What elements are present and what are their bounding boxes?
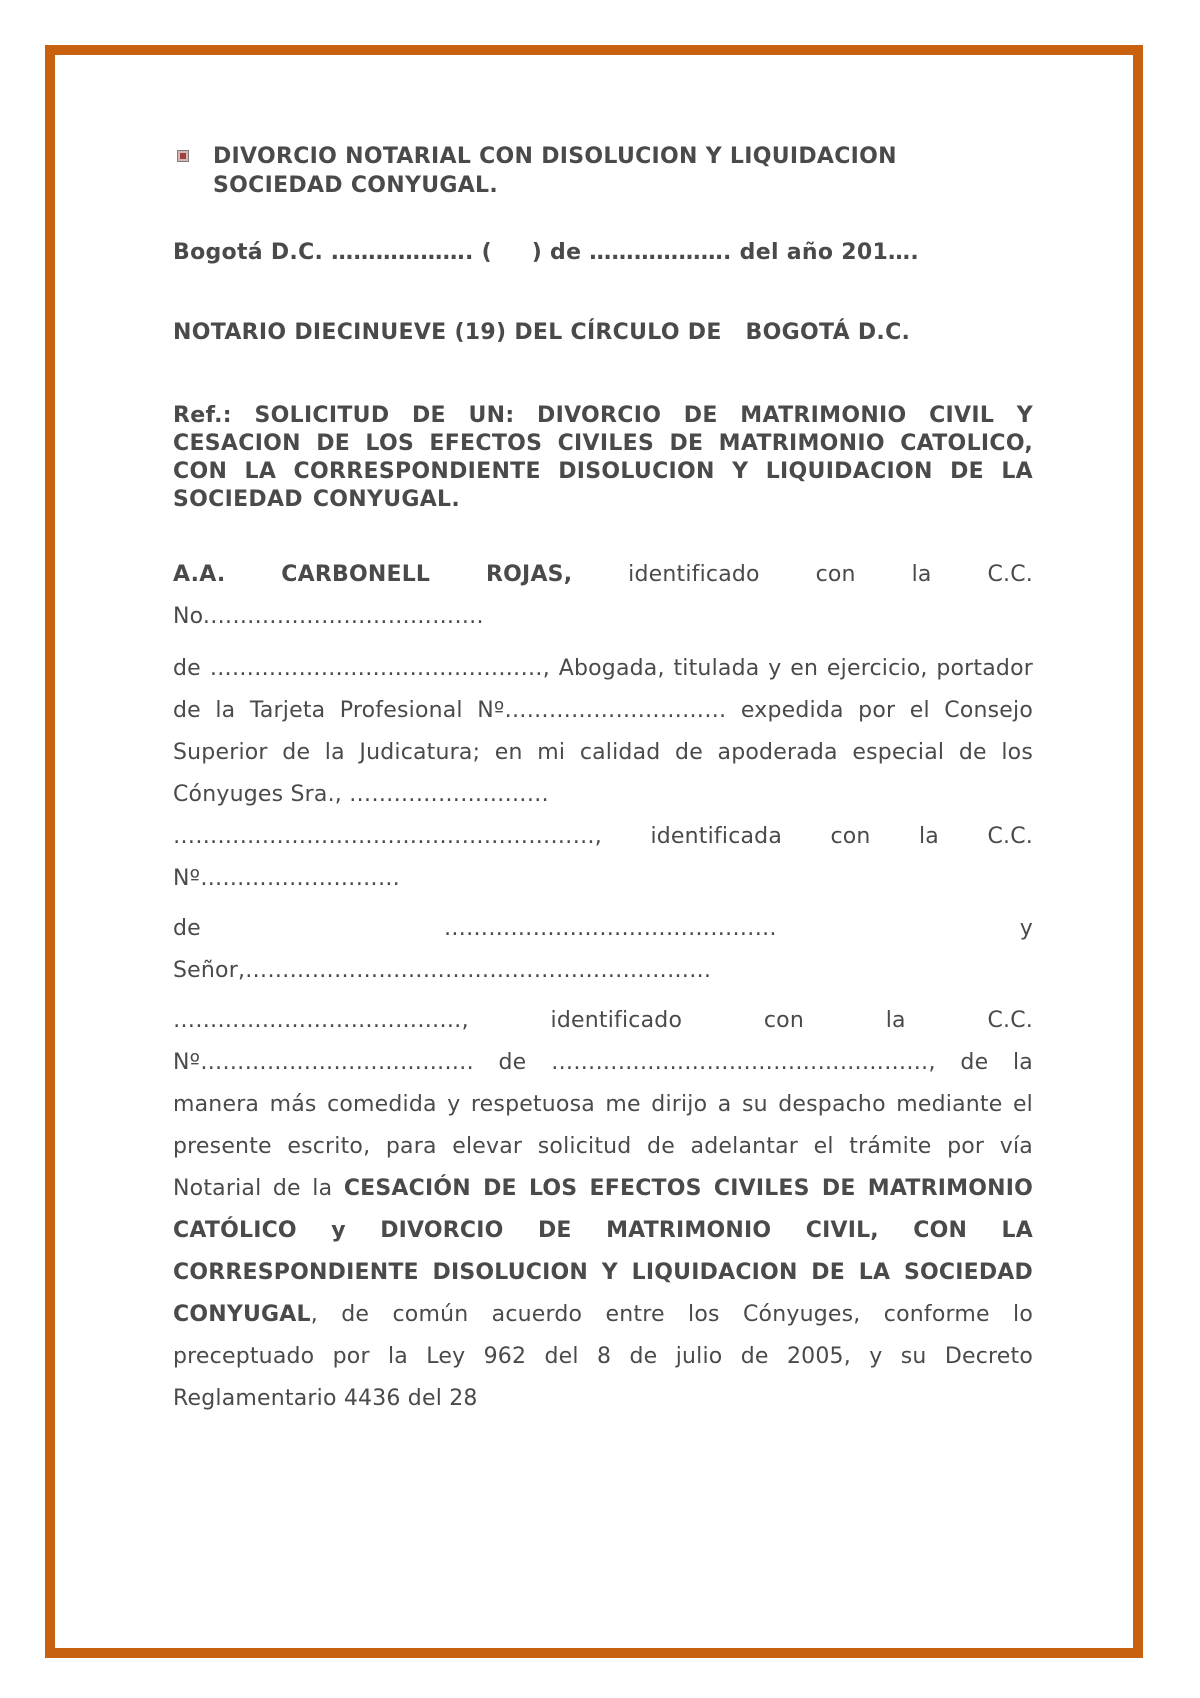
date-line: Bogotá D.C. ………………. ( ) de ………………. del año 201…. (173, 240, 920, 265)
word-de: de (173, 916, 201, 941)
heading-line-2: SOCIEDAD CONYUGAL. (213, 173, 499, 198)
paragraph-lawyer: de ………………………………………, Abogada, titulada y en ejercicio, portador de la Tarjeta Profesional Nº………………………… expedida por el Consejo Superior de la Judicatura; en mi calidad de apoderada especial de los Cónyuges Sra., ……………………… (173, 656, 1033, 807)
paragraph-applicant (173, 554, 1033, 638)
word-cc: C.C. (987, 824, 1033, 849)
word-cc: C.C. (987, 562, 1033, 587)
reference-block: Ref.: SOLICITUD DE UN: DIVORCIO DE MATRIMONIO CIVIL Y CESACION DE LOS EFECTOS CIVILES DE MATRIMONIO CATOLICO, CON LA CORRESPONDIENTE DISOLUCION Y LIQUIDACION DE LA SOCIEDAD CONYUGAL. (173, 403, 1033, 512)
request-line-1 (173, 1000, 1033, 1042)
document-heading (213, 142, 1013, 200)
spouse-2-line-1 (173, 908, 1033, 950)
word-con: con (815, 562, 856, 587)
applicant-surname-1: CARBONELL (281, 562, 431, 587)
square-bullet-icon (177, 150, 189, 162)
heading-line-1: DIVORCIO NOTARIAL CON DISOLUCION Y LIQUIDACION (213, 144, 897, 169)
request-body (173, 1042, 1033, 1420)
word-identificada: identificada (650, 824, 783, 849)
spouse-1-line-1 (173, 816, 1033, 858)
paragraph-spouse-1 (173, 816, 1033, 900)
word-con: con (830, 824, 871, 849)
spouse-1-name-blank: …………………………………………………, (173, 824, 602, 849)
request-text-b: , de común acuerdo entre los Cónyuges, conforme lo preceptuado por la Ley 962 del 8 de julio de 2005, y su Decreto Reglamentario 4436 del 28 (173, 1302, 1033, 1411)
word-identificado: identificado (550, 1008, 683, 1033)
word-cc: C.C. (987, 1008, 1033, 1033)
applicant-line-1 (173, 554, 1033, 596)
notary-line: NOTARIO DIECINUEVE (19) DEL CÍRCULO DE BOGOTÁ D.C. (173, 320, 911, 345)
word-la: la (919, 824, 939, 849)
word-con: con (763, 1008, 804, 1033)
spouse-2-name-line: Señor,……………………………………………………… (173, 958, 712, 983)
spouse-1-id-line: Nº……………………… (173, 866, 401, 891)
word-y: y (1019, 916, 1033, 941)
applicant-surname-2: ROJAS, (486, 562, 573, 587)
applicant-initials: A.A. (173, 562, 226, 587)
spouse-2-id-blank: …………………………………, (173, 1008, 469, 1033)
paragraph-request (173, 1000, 1033, 1420)
word-la: la (911, 562, 932, 587)
request-text-bold: CESACIÓN DE LOS EFECTOS CIVILES DE MATRIMONIO CATÓLICO y DIVORCIO DE MATRIMONIO CIVIL, CON LA CORRESPONDIENTE DISOLUCION Y LIQUIDACION DE LA SOCIEDAD CONYUGAL (173, 1176, 1033, 1327)
word-identificado: identificado (628, 562, 760, 587)
applicant-id-line: No.………………………………. (173, 604, 484, 629)
word-la: la (885, 1008, 906, 1033)
spouse-2-place-blank: ……………………………………… (443, 916, 777, 941)
paragraph-spouse-2 (173, 908, 1033, 992)
request-text-a: Nº………………………………. de ……………………………………………, de la manera más comedida y respetuosa me dirijo a su despacho mediante el presente escrito, para elevar solicitud de adelantar el trámite por vía Notarial de la (173, 1050, 1033, 1201)
